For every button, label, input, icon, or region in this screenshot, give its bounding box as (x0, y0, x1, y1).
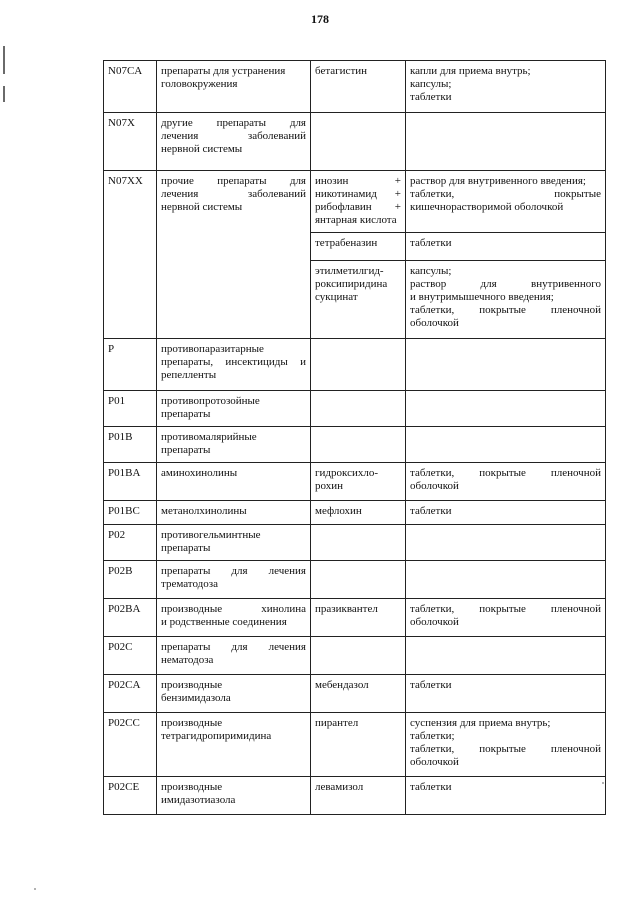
atc-code-cell: P01BC (104, 501, 157, 525)
dosage-form-line: и внутримышечного введения; (410, 291, 554, 303)
dosage-form-cell (406, 171, 606, 233)
scan-artifact-dot (34, 888, 36, 890)
drug-name-line: пирантел (315, 717, 359, 729)
dosage-form-cell (406, 391, 606, 427)
drug-name-line: никотинамид + (315, 188, 401, 200)
dosage-form-cell (406, 561, 606, 599)
anatomical-group-line: противопротозойные (161, 395, 260, 407)
dosage-form-line: таблетки (410, 237, 452, 249)
dosage-form-cell (406, 525, 606, 561)
anatomical-group-line: производные хинолина (161, 603, 306, 615)
anatomical-group-cell (157, 777, 311, 815)
drug-name-line: левамизол (315, 781, 364, 793)
dosage-form-line: таблетки, покрытые пленочной (410, 743, 601, 755)
dosage-form-line: таблетки, покрытые пленочной (410, 603, 601, 615)
atc-code-cell: P02C (104, 637, 157, 675)
drug-name-cell (311, 463, 406, 501)
dosage-form-cell (406, 777, 606, 815)
anatomical-group-line: метанолхинолины (161, 505, 247, 517)
drug-name-line: мефлохин (315, 505, 362, 517)
dosage-form-line: раствор для внутривенного введения; (410, 175, 586, 187)
atc-code-cell: P02B (104, 561, 157, 599)
drug-name-cell (311, 427, 406, 463)
anatomical-group-cell (157, 463, 311, 501)
anatomical-group-line: препараты (161, 542, 211, 554)
dosage-form-line: кишечнорастворимой оболочкой (410, 201, 564, 213)
dosage-form-line: оболочкой (410, 480, 459, 492)
anatomical-group-cell (157, 427, 311, 463)
anatomical-group-cell (157, 339, 311, 391)
atc-code-cell: P01BA (104, 463, 157, 501)
anatomical-group-line: противомалярийные (161, 431, 257, 443)
drug-name-cell (311, 501, 406, 525)
table-row (104, 339, 606, 391)
atc-code-cell: N07CA (104, 61, 157, 113)
dosage-form-cell (406, 713, 606, 777)
dosage-form-cell (406, 339, 606, 391)
anatomical-group-line: препараты для устранения (161, 65, 286, 77)
dosage-form-line: таблетки (410, 505, 452, 517)
table-row (104, 463, 606, 501)
dosage-form-line: капсулы; (410, 78, 452, 90)
drug-name-cell (311, 599, 406, 637)
dosage-form-cell (406, 261, 606, 339)
drug-name-cell (311, 713, 406, 777)
atc-drug-table (103, 60, 606, 815)
anatomical-group-line: противогельминтные (161, 529, 261, 541)
drug-name-line: янтарная кислота (315, 214, 397, 226)
anatomical-group-cell (157, 501, 311, 525)
anatomical-group-line: нервной системы (161, 201, 243, 213)
anatomical-group-cell (157, 113, 311, 171)
atc-code-cell: P02 (104, 525, 157, 561)
drug-name-line: тетрабеназин (315, 237, 378, 249)
anatomical-group-line: лечения заболеваний (161, 188, 306, 200)
drug-name-line: инозин + (315, 175, 401, 187)
dosage-form-line: раствор для внутривенного (410, 278, 601, 290)
scan-artifact-mark (3, 86, 5, 102)
dosage-form-cell (406, 113, 606, 171)
table-row (104, 525, 606, 561)
atc-drug-table-body (104, 61, 606, 815)
dosage-form-line: капсулы; (410, 265, 452, 277)
table-row (104, 427, 606, 463)
anatomical-group-line: производные (161, 717, 223, 729)
anatomical-group-line: лечения заболеваний (161, 130, 306, 142)
dosage-form-cell (406, 61, 606, 113)
anatomical-group-line: производные (161, 679, 223, 691)
anatomical-group-line: препараты, инсектициды и (161, 356, 306, 368)
anatomical-group-line: нервной системы (161, 143, 243, 155)
table-row (104, 599, 606, 637)
table-row (104, 113, 606, 171)
anatomical-group-line: бензимидазола (161, 692, 231, 704)
dosage-form-line: таблетки, покрытые пленочной (410, 467, 601, 479)
page-number: 178 (311, 12, 329, 26)
drug-name-line: сукцинат (315, 291, 358, 303)
drug-name-line: этилметилгид- (315, 265, 384, 277)
anatomical-group-cell (157, 61, 311, 113)
anatomical-group-line: головокружения (161, 78, 238, 90)
anatomical-group-cell (157, 561, 311, 599)
drug-name-line: рохин (315, 480, 343, 492)
atc-code-cell: P02CA (104, 675, 157, 713)
dosage-form-line: капли для приема внутрь; (410, 65, 531, 77)
anatomical-group-cell (157, 171, 311, 339)
dosage-form-line: таблетки (410, 91, 452, 103)
anatomical-group-line: препараты для лечения (161, 641, 306, 653)
table-row (104, 61, 606, 113)
dosage-form-cell (406, 637, 606, 675)
drug-name-line: празиквантел (315, 603, 378, 615)
dosage-form-line: оболочкой (410, 317, 459, 329)
drug-name-cell (311, 561, 406, 599)
dosage-form-cell (406, 675, 606, 713)
atc-code-cell: P (104, 339, 157, 391)
drug-name-line: рибофлавин + (315, 201, 401, 213)
anatomical-group-line: нематодоза (161, 654, 214, 666)
drug-name-cell (311, 339, 406, 391)
table-row (104, 675, 606, 713)
table-row (104, 391, 606, 427)
drug-name-cell (311, 777, 406, 815)
dosage-form-line: таблетки; (410, 730, 455, 742)
atc-code-cell: P02CE (104, 777, 157, 815)
drug-name-cell (311, 525, 406, 561)
table-row (104, 171, 606, 233)
anatomical-group-line: производные (161, 781, 223, 793)
drug-name-cell (311, 233, 406, 261)
anatomical-group-line: препараты для лечения (161, 565, 306, 577)
anatomical-group-line: противопаразитарные (161, 343, 264, 355)
drug-name-cell (311, 61, 406, 113)
atc-code-cell: P01 (104, 391, 157, 427)
anatomical-group-line: другие препараты для (161, 117, 306, 129)
anatomical-group-line: тетрагидропиримидина (161, 730, 272, 742)
anatomical-group-line: имидазотиазола (161, 794, 236, 806)
anatomical-group-cell (157, 637, 311, 675)
dosage-form-line: оболочкой (410, 756, 459, 768)
drug-name-cell (311, 113, 406, 171)
anatomical-group-line: препараты (161, 408, 211, 420)
anatomical-group-cell (157, 713, 311, 777)
atc-code-cell: N07XX (104, 171, 157, 339)
atc-code-cell: P02BA (104, 599, 157, 637)
dosage-form-line: таблетки, покрытые пленочной (410, 304, 601, 316)
drug-name-cell (311, 261, 406, 339)
dosage-form-cell (406, 463, 606, 501)
atc-code-cell: P01B (104, 427, 157, 463)
table-row (104, 501, 606, 525)
dosage-form-line: таблетки, покрытые (410, 188, 601, 200)
table-row (104, 561, 606, 599)
anatomical-group-cell (157, 675, 311, 713)
anatomical-group-line: препараты (161, 444, 211, 456)
atc-code-cell: N07X (104, 113, 157, 171)
dosage-form-cell (406, 427, 606, 463)
atc-code-cell: P02CC (104, 713, 157, 777)
table-row (104, 637, 606, 675)
anatomical-group-cell (157, 599, 311, 637)
anatomical-group-cell (157, 525, 311, 561)
table-row (104, 713, 606, 777)
dosage-form-cell (406, 501, 606, 525)
anatomical-group-line: репелленты (161, 369, 217, 381)
dosage-form-line: таблетки (410, 781, 452, 793)
dosage-form-line: таблетки (410, 679, 452, 691)
drug-name-cell (311, 675, 406, 713)
dosage-form-cell (406, 599, 606, 637)
dosage-form-line: оболочкой (410, 616, 459, 628)
drug-name-line: мебендазол (315, 679, 369, 691)
drug-name-line: роксипиридина (315, 278, 388, 290)
table-row (104, 777, 606, 815)
anatomical-group-cell (157, 391, 311, 427)
dosage-form-line: суспензия для приема внутрь; (410, 717, 551, 729)
anatomical-group-line: прочие препараты для (161, 175, 306, 187)
anatomical-group-line: и родственные соединения (161, 616, 287, 628)
scan-artifact-mark (3, 46, 5, 74)
drug-name-cell (311, 637, 406, 675)
drug-name-cell (311, 171, 406, 233)
drug-name-cell (311, 391, 406, 427)
anatomical-group-line: трематодоза (161, 578, 218, 590)
drug-name-line: гидроксихло- (315, 467, 378, 479)
dosage-form-cell (406, 233, 606, 261)
drug-name-line: бетагистин (315, 65, 368, 77)
anatomical-group-line: аминохинолины (161, 467, 238, 479)
